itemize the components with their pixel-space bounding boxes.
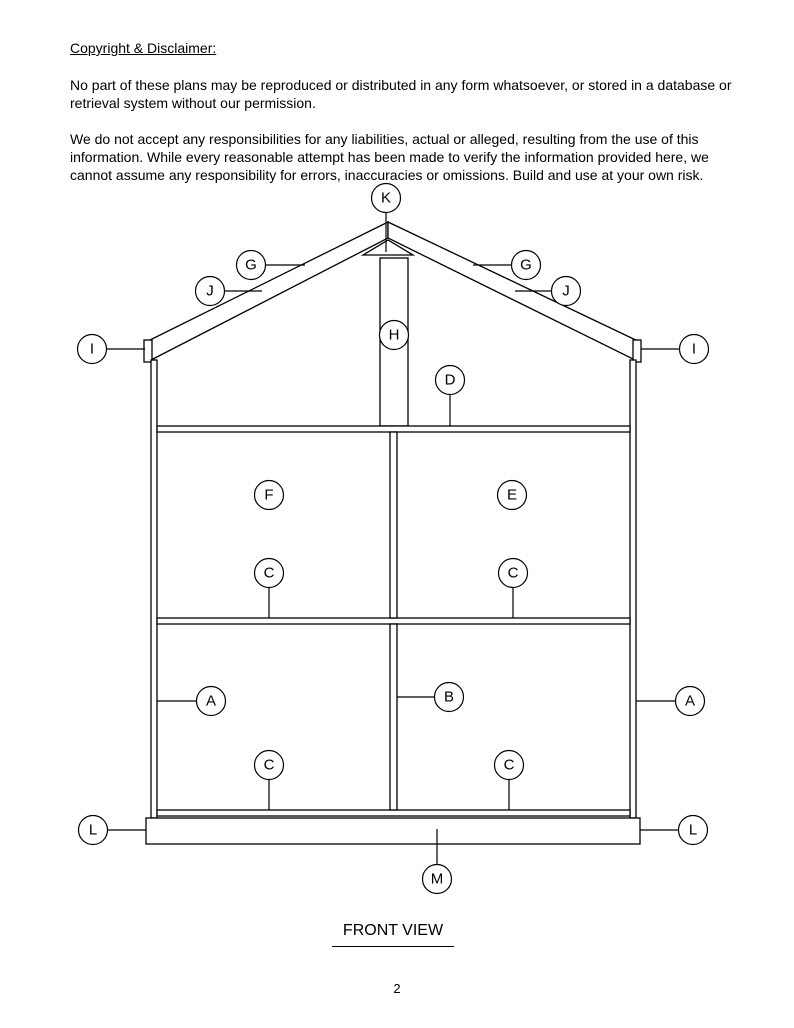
- roof-board-right: [388, 222, 640, 360]
- label-a-right: [676, 687, 705, 716]
- base-board: [146, 818, 640, 844]
- label-i-left: [78, 335, 107, 364]
- label-c-upper-left: [255, 559, 284, 588]
- label-j-left: [196, 277, 225, 306]
- svg-text:C: C: [263, 564, 275, 582]
- svg-text:G: G: [520, 256, 532, 274]
- label-e: [498, 481, 527, 510]
- label-g-left: [237, 251, 266, 280]
- svg-text:M: M: [430, 870, 444, 888]
- upper-divider: [390, 432, 397, 618]
- attic-floor: [157, 426, 630, 432]
- page-number: 2: [393, 981, 401, 996]
- label-h: [380, 321, 409, 350]
- svg-text:K: K: [380, 189, 392, 207]
- svg-text:C: C: [507, 564, 519, 582]
- side-wall-left: [151, 360, 157, 818]
- svg-text:I: I: [89, 340, 95, 358]
- label-d: [436, 366, 465, 395]
- label-c-lower-left: [255, 751, 284, 780]
- svg-text:J: J: [206, 282, 214, 300]
- label-l-right: [679, 816, 708, 845]
- svg-text:L: L: [688, 821, 698, 839]
- roof-end-cap-right: [633, 340, 641, 362]
- disclaimer-paragraph-liability: We do not accept any responsibilities for any liabilities, actual or alleged, resulting from the use of this information. While every reasonable attempt has been made to verify the information provided here, we cannot assume any responsibility for errors, inaccuracies or omissions. Build and use at your own risk.: [70, 131, 709, 183]
- svg-text:G: G: [245, 256, 257, 274]
- svg-text:A: A: [684, 692, 696, 710]
- svg-text:L: L: [88, 821, 98, 839]
- middle-floor: [157, 618, 630, 624]
- disclaimer-heading: Copyright & Disclaimer:: [70, 40, 217, 56]
- roof-board-left: [146, 222, 388, 360]
- svg-text:D: D: [444, 371, 456, 389]
- side-wall-right: [630, 360, 636, 818]
- svg-text:C: C: [263, 756, 275, 774]
- svg-text:J: J: [562, 282, 570, 300]
- ground-floor: [157, 810, 630, 816]
- svg-text:C: C: [503, 756, 515, 774]
- label-a-left: [197, 687, 226, 716]
- label-k: [372, 184, 401, 213]
- svg-text:H: H: [388, 326, 400, 344]
- svg-text:E: E: [506, 486, 518, 504]
- svg-text:I: I: [691, 340, 697, 358]
- label-f: [255, 481, 284, 510]
- svg-text:B: B: [443, 688, 455, 706]
- label-b: [435, 683, 464, 712]
- label-g-right: [512, 251, 541, 280]
- svg-text:F: F: [264, 486, 274, 504]
- label-j-right: [552, 277, 581, 306]
- roof-end-cap-left: [144, 340, 152, 362]
- label-c-lower-right: [495, 751, 524, 780]
- label-m: [423, 865, 452, 894]
- label-i-right: [680, 335, 709, 364]
- svg-text:A: A: [205, 692, 217, 710]
- label-l-left: [79, 816, 108, 845]
- disclaimer-paragraph-permission: No part of these plans may be reproduced or distributed in any form whatsoever, or stored in a database or retrieval system without our permission.: [70, 77, 732, 111]
- diagram-caption: FRONT VIEW: [332, 922, 454, 947]
- label-c-upper-right: [499, 559, 528, 588]
- lower-divider: [390, 624, 397, 810]
